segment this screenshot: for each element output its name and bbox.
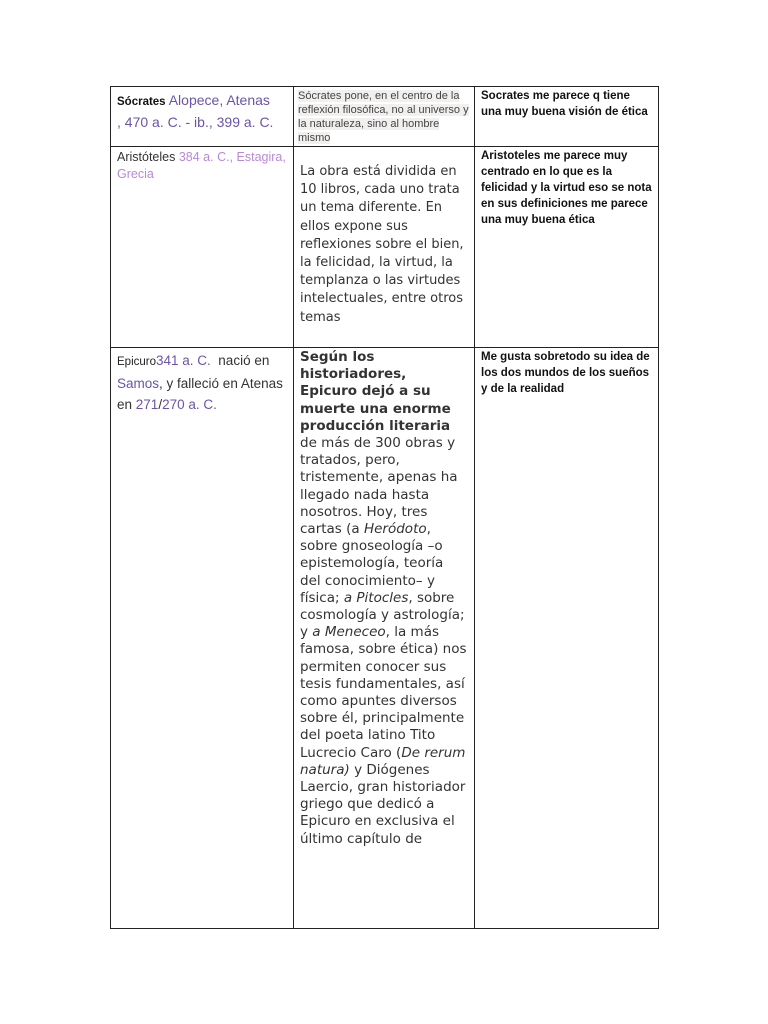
cell-epicuro-description (294, 348, 475, 929)
cell-aristoteles-opinion (475, 147, 659, 348)
text-span: , y falleció en Atenas en (117, 376, 283, 412)
philosopher-name: Sócrates (117, 96, 166, 108)
table-row-epicuro (111, 348, 659, 929)
year-link[interactable]: 470 a. C. (124, 114, 182, 130)
description-text: La obra está dividida en 10 libros, cada uno trata un tema diferente. En ellos expone sus reflexiones sobre el bien, la felicidad, la virtud, la templanza o las virtudes intelectuales, entre otros temas (300, 164, 464, 325)
cell-aristoteles-description (294, 147, 475, 348)
text-span: , sobre cosmología y astrología; y (300, 589, 465, 641)
date-place-link[interactable]: 384 a. C., Estagira, Grecia (117, 150, 286, 181)
philosopher-name: Aristóteles (117, 150, 176, 164)
opinion-text: Me gusta sobretodo su idea de los dos mundos de los sueños y de la realidad (481, 351, 650, 395)
separator: / (158, 397, 163, 412)
year-link[interactable]: 271 (135, 397, 159, 412)
italic-text: a Meneceo (312, 624, 386, 641)
description-text (294, 348, 474, 848)
year-link[interactable]: 341 a. C. (156, 353, 211, 368)
cell-socrates-opinion (475, 87, 659, 147)
place-link[interactable]: Atenas (226, 92, 270, 108)
description-text: Sócrates pone, en el centro de la reflexión filosófica, no al universo y la naturaleza, sino al hombre mismo (298, 90, 469, 144)
separator: , (219, 92, 224, 108)
text-span: , la más famosa, sobre ética) nos permiten conocer sus tesis fundamentales, así como apuntes diversos sobre él, principalmente del poeta latino Tito Lucrecio Caro ( (300, 624, 467, 761)
year-link[interactable]: 270 a. C. (162, 397, 217, 412)
text-span: y Diógenes Laercio, gran historiador griego que dedicó a Epicuro en exclusiva el último capítulo de (300, 761, 466, 847)
italic-text: a Pitocles (343, 589, 409, 606)
cell-socrates-description (294, 87, 475, 147)
table-row-socrates (111, 87, 659, 147)
separator: - ib., (181, 114, 217, 130)
italic-text: Heródoto (363, 521, 427, 538)
italic-text: De rerum natura) (300, 744, 466, 778)
opinion-text: Socrates me parece q tiene una muy buena visión de ética (481, 90, 648, 118)
place-link[interactable]: Alopece (168, 92, 220, 108)
cell-epicuro-opinion (475, 348, 659, 929)
year-link[interactable]: 399 a. C. (216, 114, 274, 130)
cell-socrates-name (111, 87, 294, 147)
cell-aristoteles-name (111, 147, 294, 348)
opinion-text: Aristoteles me parece muy centrado en lo que es la felicidad y la virtud eso se nota en sus definiciones me parece una muy buena ética (481, 150, 652, 226)
place-link[interactable]: Samos (117, 376, 160, 391)
text-span: de más de 300 obras y tratados, pero, tristemente, apenas ha llegado nada hasta nosotros. Hoy, tres cartas (a (300, 435, 458, 538)
cell-epicuro-name (111, 348, 294, 929)
philosopher-name: Epicuro (117, 356, 156, 368)
separator: , (117, 114, 121, 130)
philosophers-table (110, 86, 659, 929)
lead-text: Según los historiadores, Epicuro dejó a su muerte una enorme producción literaria (300, 349, 451, 434)
table-row-aristoteles (111, 147, 659, 348)
text-span: nació en (210, 353, 274, 368)
text-span: , sobre gnoseología –o epistemología, teoría del conocimiento– y física; (300, 521, 444, 606)
